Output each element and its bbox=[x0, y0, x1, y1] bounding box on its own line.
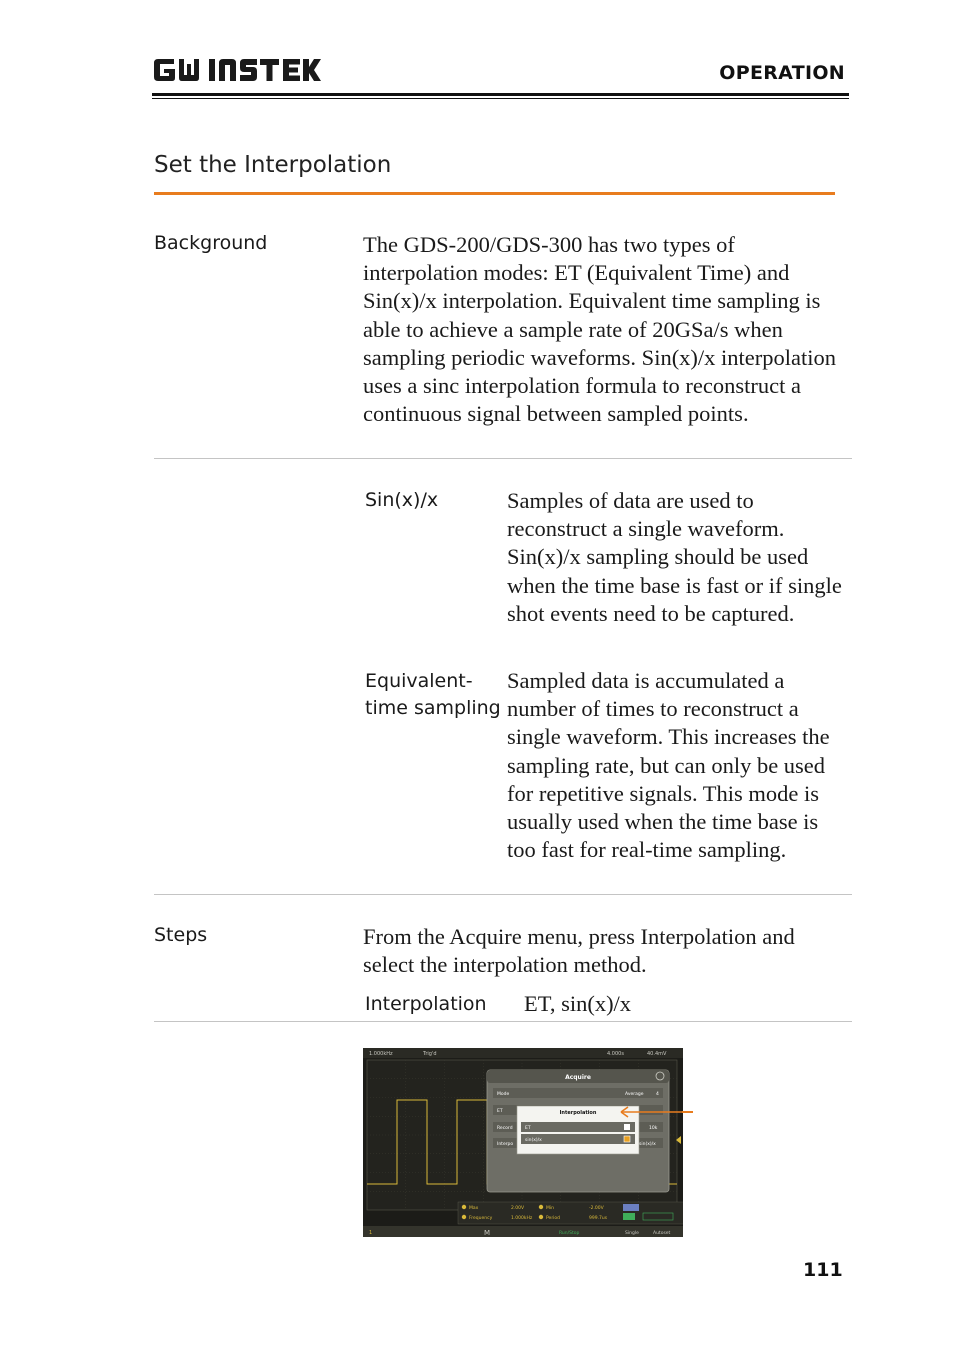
dialog-row-mode: Mode bbox=[497, 1092, 510, 1097]
mode-et-description: Sampled data is accumulated a number of times to reconstruct a single waveform. This increases the sampling rate, but can only be used for repetitive signals. This mode is usually used when the time base is too fast for real-time sampling. bbox=[507, 668, 830, 863]
dialog-row-mode-value: Average bbox=[625, 1092, 644, 1097]
param-name: Interpolation bbox=[365, 993, 487, 1015]
gw-instek-logo bbox=[152, 56, 322, 84]
usb-badge bbox=[623, 1204, 639, 1211]
screen-top-level: 40.4mV bbox=[647, 1051, 667, 1057]
popup-option-sinx-checkbox[interactable] bbox=[624, 1136, 630, 1142]
meas-frequency-label: Frequency bbox=[469, 1216, 493, 1221]
page-number: 111 bbox=[803, 1259, 843, 1281]
oscilloscope-screenshot bbox=[363, 1048, 683, 1237]
header-rule-thin bbox=[152, 98, 849, 99]
divider bbox=[154, 458, 852, 459]
dialog-row-record: Record bbox=[497, 1126, 513, 1131]
dialog-title: Acquire bbox=[565, 1074, 591, 1081]
mode-et-label-line1: Equivalent- bbox=[365, 670, 473, 692]
screen-autoset-button[interactable]: Autoset bbox=[653, 1231, 671, 1236]
section-label: OPERATION bbox=[719, 62, 845, 84]
title-underline bbox=[154, 192, 835, 195]
background-label: Background bbox=[154, 232, 268, 254]
screen-run-stop-button[interactable]: Run/Stop bbox=[559, 1231, 580, 1236]
divider bbox=[154, 894, 852, 895]
popup-option-et[interactable]: ET bbox=[525, 1126, 531, 1131]
screen-single-button[interactable]: Single bbox=[625, 1231, 639, 1236]
meas-period-label: Period bbox=[546, 1216, 561, 1221]
dialog-row-et: ET bbox=[497, 1109, 503, 1114]
background-text: The GDS-200/GDS-300 has two types of interpolation modes: ET (Equivalent Time) and Sin(x)/x interpolation. Equivalent time sampling is able to achieve a sample rate of 20GSa/s when sampling periodic waveforms. Sin(x)/x interpolation uses a sinc interpolation formula to reconstruct a continuous signal between sampled points. bbox=[363, 232, 837, 427]
screen-top-mode: Trig'd bbox=[423, 1051, 437, 1057]
dialog-row-interp-value: sin(x)/x bbox=[639, 1142, 656, 1147]
interpolation-popup[interactable] bbox=[517, 1106, 639, 1154]
popup-title: Interpolation bbox=[559, 1110, 597, 1116]
screen-top-timebase: 4.000s bbox=[607, 1051, 624, 1057]
screen-menu-indicator[interactable]: M bbox=[484, 1229, 491, 1237]
popup-option-sinx[interactable]: sin(x)/x bbox=[525, 1138, 542, 1143]
steps-label: Steps bbox=[154, 924, 208, 946]
meas-max-label: Max bbox=[469, 1206, 479, 1211]
dialog-row-mode-count: 4 bbox=[656, 1092, 659, 1097]
page-header bbox=[152, 54, 849, 100]
callout-arrow-tail bbox=[682, 1105, 694, 1119]
meas-min-label: Min bbox=[546, 1206, 554, 1211]
dialog-row-record-value: 10k bbox=[649, 1126, 658, 1131]
popup-option-et-checkbox[interactable] bbox=[624, 1124, 630, 1130]
mode-et-label-line2: time sampling bbox=[365, 697, 501, 719]
screen-top-freq: 1.000kHz bbox=[369, 1051, 393, 1057]
meas-frequency-value: 1.000kHz bbox=[511, 1216, 533, 1221]
divider bbox=[154, 1021, 852, 1022]
param-value: ET, sin(x)/x bbox=[524, 991, 632, 1016]
mode-et-label bbox=[365, 668, 501, 722]
mode-sinx-label: Sin(x)/x bbox=[365, 489, 439, 511]
meas-period-value: 999.7us bbox=[589, 1216, 608, 1221]
header-rule bbox=[152, 93, 849, 96]
meas-max-value: 2.00V bbox=[511, 1206, 525, 1211]
meas-min-value: -2.00V bbox=[589, 1206, 604, 1211]
dialog-row-interp: Interpo bbox=[497, 1142, 514, 1147]
screen-channel-indicator[interactable]: 1 bbox=[369, 1230, 373, 1236]
mode-sinx-description: Samples of data are used to reconstruct a single waveform. Sin(x)/x sampling should be used when the time base is fast or if single shot events need to be captured. bbox=[507, 488, 842, 626]
page-title: Set the Interpolation bbox=[154, 152, 392, 178]
steps-text: From the Acquire menu, press Interpolation and select the interpolation method. bbox=[363, 924, 795, 978]
battery-icon bbox=[623, 1213, 635, 1220]
